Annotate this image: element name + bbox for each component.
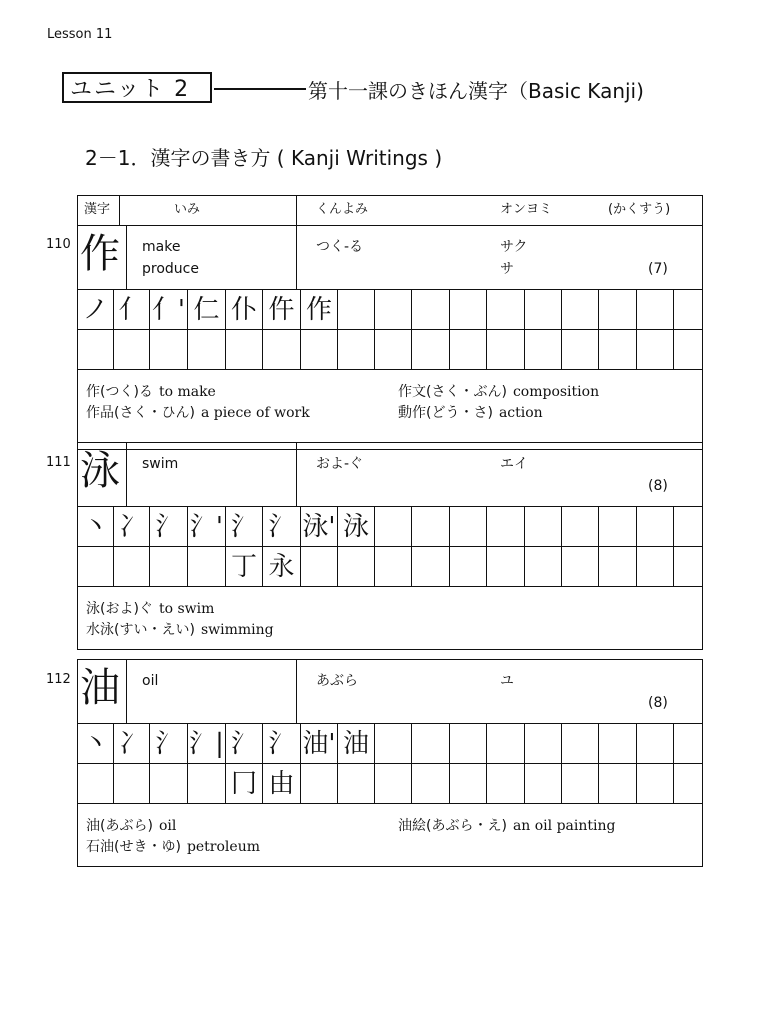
example-2: 作品(さく・ひん) a piece of work (86, 405, 310, 421)
practice-cell (301, 764, 338, 803)
practice-cell (637, 724, 674, 763)
unit-divider-line (214, 88, 306, 90)
stroke-cell: 冫 (114, 507, 150, 546)
stroke-cell: 氵永 (263, 507, 301, 546)
stroke-cell: 油' (301, 724, 338, 763)
practice-cell (412, 330, 450, 369)
column-divider (296, 660, 297, 723)
practice-cell (226, 547, 263, 586)
kanji-entry-110 (77, 225, 703, 450)
practice-row (78, 329, 702, 369)
entry-number: 110 (46, 237, 71, 252)
example-4: 動作(どう・さ) action (398, 405, 543, 421)
practice-cell (114, 764, 150, 803)
onyomi-reading-1: サク (500, 239, 528, 255)
kanji-entry-112 (77, 659, 703, 867)
example-3: 作文(さく・ぶん) composition (398, 384, 600, 400)
practice-cell (599, 330, 637, 369)
stroke-cell: 氵' (188, 507, 226, 546)
practice-cell (188, 764, 226, 803)
practice-cell (637, 330, 674, 369)
stroke-cell: 油 (338, 724, 375, 763)
practice-cell (562, 724, 599, 763)
section-title: 2－1．漢字の書き方 ( Kanji Writings ) (85, 146, 443, 170)
practice-cell (525, 547, 562, 586)
kunyomi-reading: あぶら (316, 673, 358, 689)
stroke-cell: 氵冂 (226, 724, 263, 763)
practice-cell (412, 724, 450, 763)
stroke-cell: 亻 (114, 290, 150, 329)
stroke-cell: 氵丁 (226, 507, 263, 546)
practice-cell (78, 330, 114, 369)
practice-cell (450, 290, 487, 329)
onyomi-reading-2: サ (500, 261, 514, 277)
stroke-cell: 仵 (263, 290, 301, 329)
stroke-cell: 氵| (188, 724, 226, 763)
practice-cell (562, 330, 599, 369)
practice-cell (450, 547, 487, 586)
stroke-order-row (78, 723, 702, 799)
meaning-line-1: oil (142, 673, 159, 689)
practice-cell (599, 507, 637, 546)
practice-cell (375, 330, 412, 369)
column-divider (126, 443, 127, 506)
practice-cell (150, 330, 188, 369)
practice-cell (263, 764, 301, 803)
practice-cell (338, 547, 375, 586)
column-divider (126, 660, 127, 723)
practice-cell (637, 547, 674, 586)
practice-cell (226, 330, 263, 369)
unit-label: ユニット 2 (62, 72, 212, 103)
kanji-character: 泳 (80, 448, 120, 494)
practice-cell (338, 330, 375, 369)
practice-cell (412, 547, 450, 586)
practice-cell (301, 547, 338, 586)
practice-cell (637, 290, 674, 329)
practice-cell (599, 764, 637, 803)
practice-cell (450, 330, 487, 369)
practice-cell (338, 290, 375, 329)
example-1: 油(あぶら) oil (86, 818, 177, 834)
meaning-line-2: produce (142, 261, 199, 277)
practice-cell (188, 330, 226, 369)
header-divider (296, 196, 297, 226)
practice-cell (263, 547, 301, 586)
practice-cell (188, 547, 226, 586)
example-2: 石油(せき・ゆ) petroleum (86, 839, 260, 855)
practice-cell (375, 290, 412, 329)
entry-number: 112 (46, 672, 71, 687)
practice-cell (375, 507, 412, 546)
stroke-cell: 作 (301, 290, 338, 329)
stroke-cell: 氵 (150, 507, 188, 546)
header-kanji: 漢字 (84, 202, 111, 217)
stroke-cell: 泳' (301, 507, 338, 546)
stroke-cell: 泳 (338, 507, 375, 546)
example-3: 油絵(あぶら・え) an oil painting (398, 818, 616, 834)
stroke-count: (7) (648, 261, 668, 277)
practice-cell (599, 724, 637, 763)
column-divider (296, 443, 297, 506)
practice-cell (450, 724, 487, 763)
stroke-cell: 仆 (226, 290, 263, 329)
practice-cell (487, 724, 525, 763)
stroke-count: (8) (648, 695, 668, 711)
practice-cell (637, 507, 674, 546)
column-divider (126, 226, 127, 289)
stroke-order-row (78, 289, 702, 329)
practice-cell (301, 330, 338, 369)
example-2: 水泳(すい・えい) swimming (86, 622, 274, 638)
practice-cell (525, 724, 562, 763)
practice-cell (562, 507, 599, 546)
kunyomi-reading: つく-る (316, 239, 364, 255)
stroke-cell: 氵 (150, 724, 188, 763)
examples-divider (78, 803, 702, 804)
practice-cell (338, 764, 375, 803)
header-imi: いみ (174, 202, 201, 217)
kanji-character: 油 (80, 665, 120, 711)
header-divider (119, 196, 120, 226)
practice-cell (637, 764, 674, 803)
onyomi-reading-1: ユ (500, 673, 514, 689)
stroke-cell: 冫 (114, 724, 150, 763)
practice-cell (412, 507, 450, 546)
stroke-cell: ノ (78, 290, 114, 329)
stroke-cell: 亻' (150, 290, 188, 329)
stroke-count: (8) (648, 478, 668, 494)
practice-cell (226, 764, 263, 803)
stroke-cell: 氵由 (263, 724, 301, 763)
practice-cell (150, 764, 188, 803)
practice-cell (562, 290, 599, 329)
practice-cell (78, 764, 114, 803)
practice-cell (375, 724, 412, 763)
kanji-character: 作 (80, 231, 120, 277)
practice-row (78, 546, 702, 586)
practice-cell (114, 330, 150, 369)
entry-number: 111 (46, 455, 71, 470)
practice-cell (562, 547, 599, 586)
practice-cell (375, 547, 412, 586)
practice-cell (450, 764, 487, 803)
column-divider (296, 226, 297, 289)
practice-cell (78, 547, 114, 586)
practice-cell (487, 507, 525, 546)
kanji-entry-111 (77, 442, 703, 650)
stroke-cell: 丶 (78, 724, 114, 763)
practice-cell (525, 290, 562, 329)
practice-cell (525, 507, 562, 546)
practice-cell (487, 330, 525, 369)
examples-divider (78, 586, 702, 587)
practice-cell (487, 547, 525, 586)
meaning-line-1: swim (142, 456, 179, 472)
practice-cell (114, 547, 150, 586)
header-kakusuu: (かくすう) (608, 202, 671, 217)
example-1: 泳(およ)ぐ to swim (86, 601, 215, 617)
practice-cell (599, 547, 637, 586)
practice-cell (599, 290, 637, 329)
practice-row (78, 763, 702, 803)
practice-cell (525, 764, 562, 803)
practice-cell (412, 764, 450, 803)
practice-cell (487, 290, 525, 329)
practice-cell (487, 764, 525, 803)
practice-cell (525, 330, 562, 369)
unit-title: 第十一課のきほん漢字（Basic Kanji) (308, 79, 644, 103)
practice-cell (450, 507, 487, 546)
stroke-cell: 丶 (78, 507, 114, 546)
meaning-line-1: make (142, 239, 181, 255)
onyomi-reading-1: エイ (500, 456, 528, 472)
kunyomi-reading: およ-ぐ (316, 456, 364, 472)
example-1: 作(つく)る to make (86, 384, 216, 400)
practice-cell (263, 330, 301, 369)
practice-cell (412, 290, 450, 329)
header-kunyomi: くんよみ (316, 202, 369, 217)
practice-cell (150, 547, 188, 586)
practice-cell (375, 764, 412, 803)
stroke-order-row (78, 506, 702, 582)
examples-divider (78, 369, 702, 370)
lesson-label: Lesson 11 (47, 27, 113, 42)
table-header (77, 195, 703, 225)
stroke-cell: 仁 (188, 290, 226, 329)
practice-cell (562, 764, 599, 803)
header-onyomi: オンヨミ (500, 202, 553, 217)
